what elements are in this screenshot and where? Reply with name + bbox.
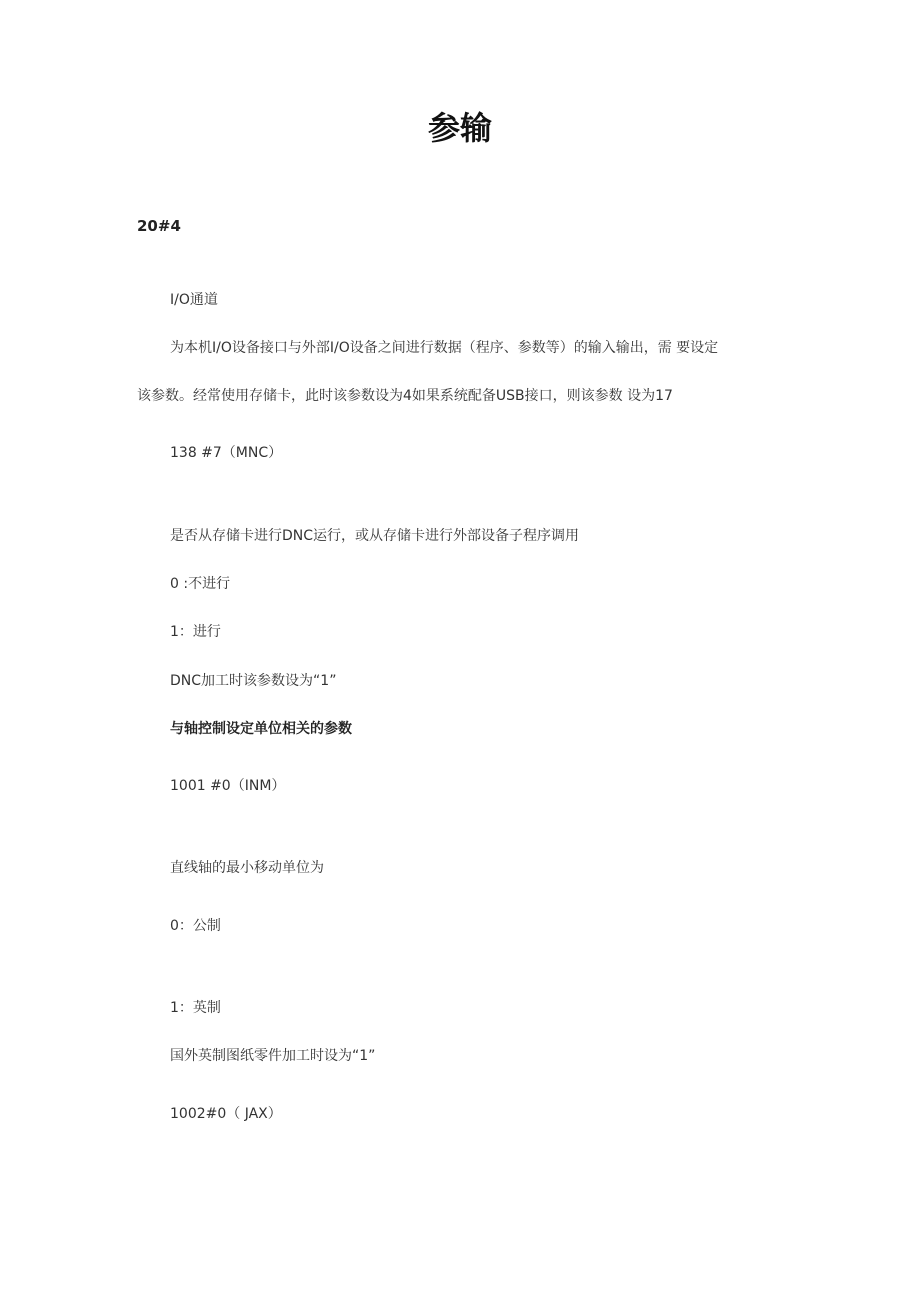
paragraph-line: 直线轴的最小移动单位为: [170, 860, 324, 876]
paragraph-line: 是否从存储卡进行DNC运行，或从存储卡进行外部设备子程序调用: [170, 528, 580, 544]
option-line: 0：公制: [170, 918, 221, 934]
paragraph-line: 该参数。经常使用存储卡，此时该参数设为4如果系统配备USB接口，则该参数 设为17: [137, 388, 673, 404]
paragraph-line: 国外英制图纸零件加工时设为“1”: [170, 1048, 376, 1064]
parameter-code: 1002#0（ JAX）: [170, 1106, 282, 1122]
document-title: 参输: [427, 109, 492, 147]
subsection-heading: 与轴控制设定单位相关的参数: [170, 721, 352, 737]
paragraph-line: 为本机I/O设备接口与外部I/O设备之间进行数据（程序、参数等）的输入输出，需 要设定: [170, 340, 719, 356]
parameter-code: 138 #7（MNC）: [170, 445, 283, 461]
option-line: 0 :不进行: [170, 576, 231, 592]
parameter-code: 1001 #0（INM）: [170, 778, 286, 794]
option-line: 1：英制: [170, 1000, 221, 1016]
paragraph-line: I/O通道: [170, 292, 218, 308]
paragraph-line: DNC加工时该参数设为“1”: [170, 673, 337, 689]
option-line: 1：进行: [170, 624, 221, 640]
section-heading: 20#4: [137, 217, 181, 235]
